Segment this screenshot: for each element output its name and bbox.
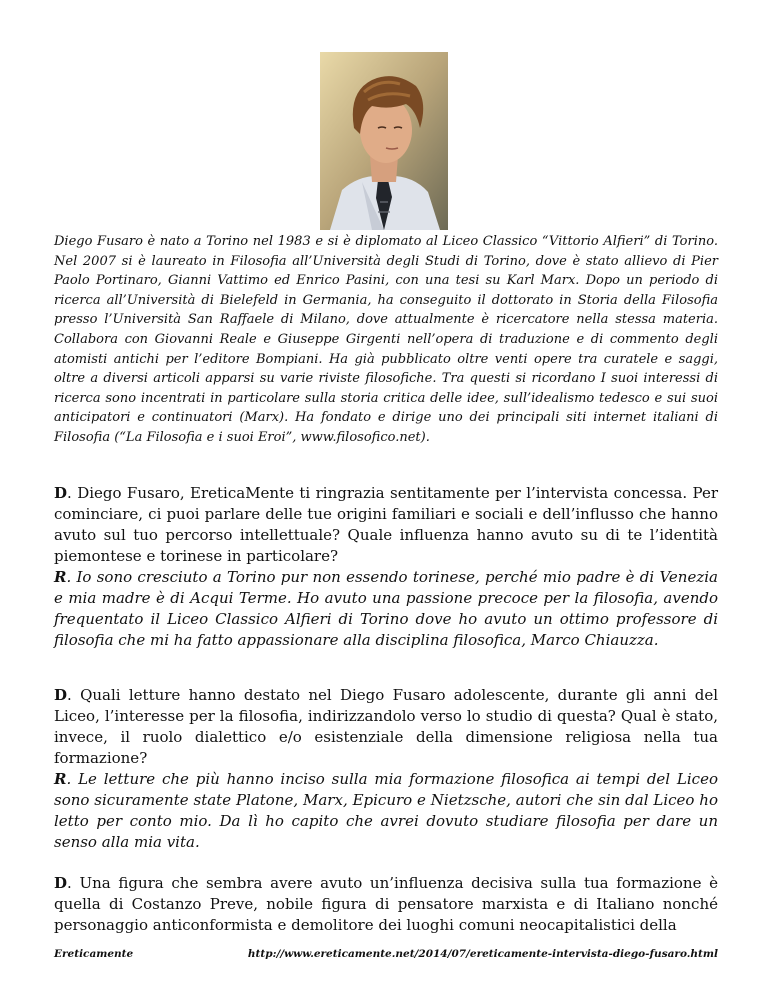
answer-marker: R bbox=[54, 568, 67, 586]
question-text: . Quali letture hanno destato nel Diego Fusaro adolescente, durante gli anni del Liceo, l’interesse per la filosofia, indirizzandolo verso lo studio di questa? Qual è stato, invece, il ruolo dialettico e/o esistenziale della dimensione religiosa nella tua formazione? bbox=[54, 686, 718, 767]
footer-source: Ereticamente bbox=[54, 948, 134, 960]
question-marker: D bbox=[54, 686, 68, 704]
answer-marker: R bbox=[54, 770, 67, 788]
interview-block bbox=[54, 873, 718, 936]
question-marker: D bbox=[54, 484, 68, 502]
answer-text: . Le letture che più hanno inciso sulla mia formazione filosofica ai tempi del Liceo sono sicuramente state Platone, Marx, Epicuro e Nietzsche, autori che sin dal Liceo ho letto per conto mio. Da lì ho capito che avrei dovuto studiare filosofia per dare un senso alla mia vita. bbox=[54, 770, 718, 851]
answer bbox=[54, 769, 718, 853]
footer-url: http://www.ereticamente.net/2014/07/ereticamente-intervista-diego-fusaro.html bbox=[247, 948, 718, 960]
interview-block bbox=[54, 685, 718, 853]
question bbox=[54, 685, 718, 769]
interview-block bbox=[54, 483, 718, 651]
answer bbox=[54, 567, 718, 651]
question bbox=[54, 483, 718, 567]
question-text: . Una figura che sembra avere avuto un’influenza decisiva sulla tua formazione è quella di Costanzo Preve, nobile figura di pensatore marxista e di Italiano nonché personaggio anticonformista e demolitore dei luoghi comuni neocapitalistici della bbox=[54, 874, 718, 934]
question bbox=[54, 873, 718, 936]
page-footer bbox=[54, 948, 718, 960]
answer-text: . Io sono cresciuto a Torino pur non essendo torinese, perché mio padre è di Venezia e mia madre è di Acqui Terme. Ho avuto una passione precoce per la filosofia, avendo frequentato il Liceo Classico Alfieri di Torino dove ho avuto un ottimo professore di filosofia che mi ha fatto appassionare alla disciplina filosofica, Marco Chiauzza. bbox=[54, 568, 718, 649]
question-text: . Diego Fusaro, EreticaMente ti ringrazia sentitamente per l’intervista concessa. Per cominciare, ci puoi parlare delle tue origini familiari e sociali e dell’influsso che hanno avuto sul tuo percorso intellettuale? Quale influenza hanno avuto su di te l’identità piemontese e torinese in particolare? bbox=[54, 484, 718, 565]
author-bio: Diego Fusaro è nato a Torino nel 1983 e si è diplomato al Liceo Classico “Vittorio Alfieri” di Torino. Nel 2007 si è laureato in Filosofia all’Università degli Studi di Torino, dove è stato allievo di Pier Paolo Portinaro, Gianni Vattimo ed Enrico Pasini, con una tesi su Karl Marx. Dopo un periodo di ricerca all’Università di Bielefeld in Germania, ha conseguito il dottorato in Storia della Filosofia presso l’Università San Raffaele di Milano, dove attualmente è ricercatore nella stessa materia. Collabora con Giovanni Reale e Giuseppe Girgenti nell’opera di traduzione e di commento degli atomisti antichi per l’editore Bompiani. Ha già pubblicato oltre venti opere tra curatele e saggi, oltre a diversi articoli apparsi su varie riviste filosofiche. Tra questi si ricordano I suoi interessi di ricerca sono incentrati in particolare sulla storia critica delle idee, sull’idealismo tedesco e sui suoi anticipatori e continuatori (Marx). Ha fondato e dirige uno dei principali siti internet italiani di Filosofia (“La Filosofia e i suoi Eroi”, www.filosofico.net). bbox=[54, 234, 718, 445]
author-photo bbox=[320, 52, 448, 230]
question-marker: D bbox=[54, 874, 68, 892]
